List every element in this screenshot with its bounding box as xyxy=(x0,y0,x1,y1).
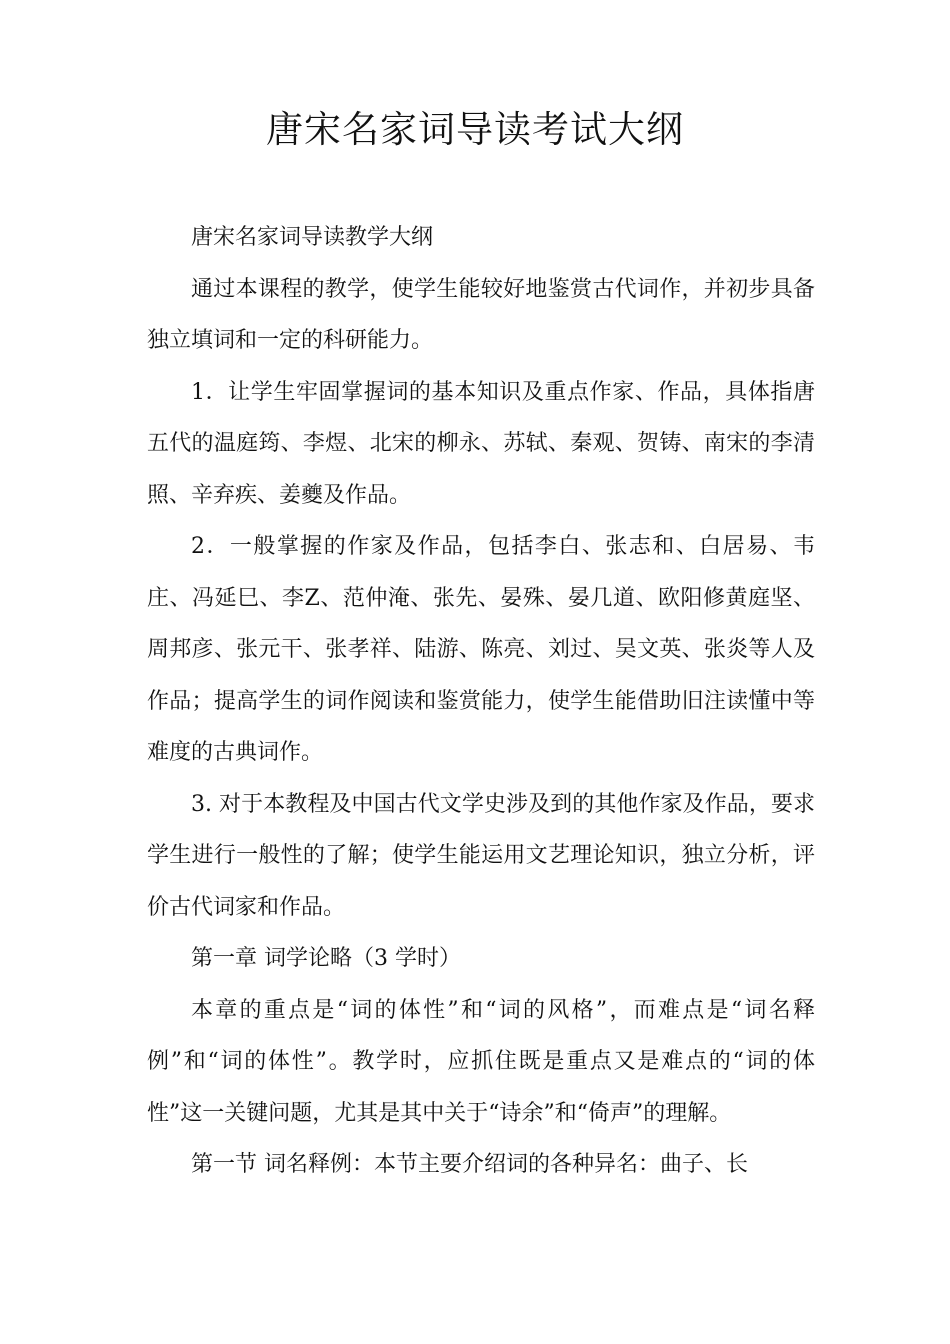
paragraph-requirement-1: 1．让学生牢固掌握词的基本知识及重点作家、作品，具体指唐五代的温庭筠、李煜、北宋的柳永、苏轼、秦观、贺铸、南宋的李清照、辛弃疾、姜夔及作品。 xyxy=(147,379,815,508)
chapter-1-heading: 第一章 词学论略（3 学时） xyxy=(191,946,461,971)
chapter-1-summary: 本章的重点是“词的体性”和“词的风格”，而难点是“词名释例”和“词的体性”。教学时，应抓住既是重点又是难点的“词的体性”这一关键问题，尤其是其中关于“诗余”和“倚声”的理解。 xyxy=(147,997,815,1126)
paragraph-course-title: 唐宋名家词导读教学大纲 xyxy=(191,225,434,250)
paragraph-requirement-3: 3. 对于本教程及中国古代文学史涉及到的其他作家及作品，要求学生进行一般性的了解；使学生能运用文艺理论知识，独立分析，评价古代词家和作品。 xyxy=(147,791,815,920)
paragraph-course-goal: 通过本课程的教学，使学生能较好地鉴赏古代词作，并初步具备独立填词和一定的科研能力。 xyxy=(147,276,815,353)
section-1-heading: 第一节 词名释例：本节主要介绍词的各种异名：曲子、长 xyxy=(191,1152,748,1177)
paragraph-requirement-2: 2．一般掌握的作家及作品，包括李白、张志和、白居易、韦庄、冯延巳、李Z、范仲淹、张先、晏殊、晏几道、欧阳修黄庭坚、周邦彦、张元干、张孝祥、陆游、陈亮、刘过、吴文英、张炎等人及作品；提高学生的词作阅读和鉴赏能力，使学生能借助旧注读懂中等难度的古典词作。 xyxy=(147,534,815,765)
document-title: 唐宋名家词导读考试大纲 xyxy=(266,108,684,151)
document-body xyxy=(147,212,815,1191)
